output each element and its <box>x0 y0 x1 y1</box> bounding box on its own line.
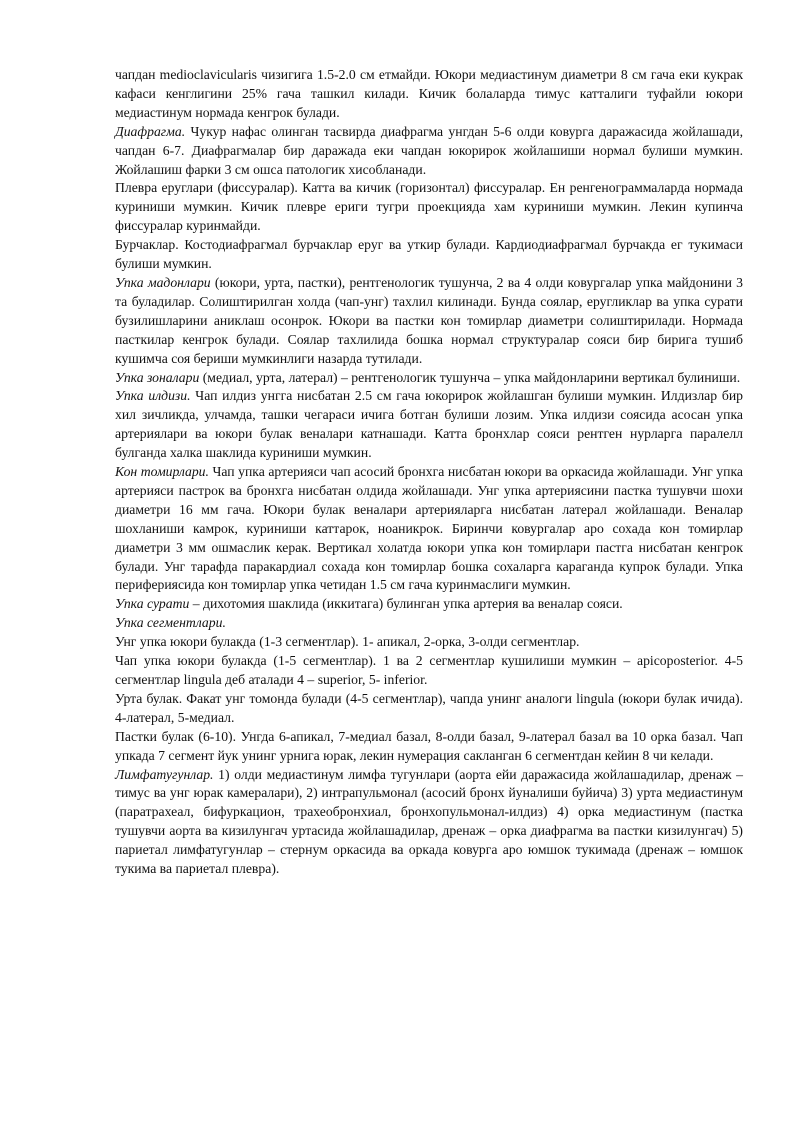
paragraph-lead: Кон томирлари. <box>115 464 209 480</box>
paragraph-text: Плевра еруглари (фиссуралар). Катта ва кичик (горизонтал) фиссуралар. Ен ренгенограммаларда нормада куриниши мумкин. Кичик плевре ериги тугри проекцияда хам куриниши мумкин. Лекин купинча фиссуралар куринмайди. <box>115 180 743 234</box>
paragraph-text: Пастки булак (6-10). Унгда 6-апикал, 7-медиал базал, 8-олди базал, 9-латерал базал ва 10 орка базал. Чап упкада 7 сегмент йук унинг урнига юрак, лекин нумерация сакланган 6 сегментдан кейин 8 чи келади. <box>115 728 743 763</box>
paragraph-vessels <box>115 463 743 595</box>
paragraph-lead: Диафрагма. <box>115 123 186 139</box>
paragraph-text: Чап упка юкори булакда (1-5 сегментлар). 1 ва 2 сегментлар кушилиши мумкин – apicoposterior. 4-5 сегментлар lingula деб аталади 4 – superior, 5- inferior. <box>115 653 743 687</box>
paragraph-lead: Упка зоналари <box>115 369 200 385</box>
paragraph-diaphragm <box>115 123 743 180</box>
paragraph-lead: Упка сурати <box>115 596 190 612</box>
paragraph-lead: Упка сегментлари. <box>115 615 226 631</box>
paragraph-lower-lobe <box>115 728 743 766</box>
paragraph-text: 1) олди медиастинум лимфа тугунлари (аорта ейи даражасида жойлашадилар, дренаж – тимус ва унг юрак камералари), 2) интрапульмонал (асосий бронх йуналиши буйича) 3) урта медиастинум (паратрахеал, бифуркацион, трахеобронхиал, бронхопульмонал-илдиз) 4) орка медиастинум (пастка тушувчи аорта ва кизилунгач уртасида жойлашадилар, дренаж – орка диафрагма ва пастки кизилунгач) 5) париетал лимфатугунлар – стернум оркасида ва оркада ковурга аро юмшок тукимада (дренаж – юмшок тукима ва париетал плевра). <box>115 766 743 877</box>
paragraph-angles <box>115 236 743 274</box>
paragraph-fissures <box>115 179 743 236</box>
paragraph-text: Бурчаклар. Костодиафрагмал бурчаклар еруг ва уткир булади. Кардиодиафрагмал бурчакда ег тукимаси булиши мумкин. <box>115 237 743 272</box>
paragraph-lead: Упка илдизи. <box>115 388 191 404</box>
paragraph-text: Чукур нафас олинган тасвирда диафрагма унгдан 5-6 олди ковурга даражасида жойлашади, чапдан 6-7. Диафрагмалар бир даражада еки чапдан юкорирок жойлашиши нормал булиши мумкин. Жойлашиш фарки 3 см ошса патологик хисобланади. <box>115 123 743 177</box>
paragraph-lung-root <box>115 387 743 463</box>
paragraph-text: – дихотомия шаклида (иккитага) булинган упка артерия ва веналар сояси. <box>189 596 623 612</box>
paragraph-text: Урта булак. Факат унг томонда булади (4-5 сегментлар), чапда унинг аналоги lingula (юкори булак ичида). 4-латерал, 5-медиал. <box>115 690 743 725</box>
paragraph-text: Чап упка артерияси чап асосий бронхга нисбатан юкори ва оркасида жойлашади. Унг упка артерияси пастрок ва бронхга нисбатан олдида жойлашади. Унг упка артериясини пастка тушувчи шохи диаметри 16 мм гача. Юкори булак веналари артерияларга нисбатан латерал жойлашади. Веналар шохланиши камрок, куриниши каттарок, ноаникрок. Биринчи ковургалар аро сохада кон томирлар диаметри 3 мм ошмаслик керак. Вертикал холатда юкори упка кон томирлари пастга нисбатан кенгрок булади. Унг тарафда паракардиал сохада кон томирлар бошка сохаларга караганда купрок булади. Упка периферияcида кон томирлар упка четидан 1.5 см гача куринмаслиги мумкин. <box>115 464 743 593</box>
paragraph-text: Чап илдиз унгга нисбатан 2.5 см гача юкорирок жойлашган булиши мумкин. Илдизлар бир хил зичликда, улчамда, ташки чегараси ичига ботган булиши лозим. Упка илдизи соясида асосан упка артериялари ва юкори булак веналари катнашади. Катта бронхлар сояси рентген нурларга паралелл булганда халка шаклида куриниши мумкин. <box>115 388 743 461</box>
paragraph-lung-zones <box>115 369 743 388</box>
paragraph-middle-lobe <box>115 690 743 728</box>
paragraph-lead: Лимфатугунлар. <box>115 766 214 782</box>
paragraph-text: чапдан medioclavicularis чизигига 1.5-2.0 см етмайди. Юкори медиастинум диаметри 8 см гача еки кукрак кафаси кенглигини 25% гача ташкил килади. Кичик болаларда тимус катталиги туфайли юкори медиастинум нормада кенгрок булади. <box>115 67 743 120</box>
paragraph-left-upper-lobe <box>115 652 743 690</box>
paragraph-text: Унг упка юкори булакда (1-3 сегментлар). 1- апикал, 2-орка, 3-олди сегментлар. <box>115 634 580 650</box>
paragraph-segments-heading <box>115 614 743 633</box>
paragraph-lead: Упка мадонлари <box>115 274 211 290</box>
paragraph-text: (юкори, урта, пастки), рентгенологик тушунча, 2 ва 4 олди ковургалар упка майдонини 3 та буладилар. Солиштирилган холда (чап-унг) тахлил килинади. Бунда соялар, еругликлар ва упка сурати бузилишларини аниклаш осонрок. Юкори ва пастки кон томирлар диаметри солиштирилади. Нормада пасткилар кенгрок булади. Соялар тахлилида бошка нормал структуралар сояси бир бирига тушиб кушимча соя бериши мумкинлиги назарда тутилади. <box>115 274 743 366</box>
paragraph-lymph-nodes <box>115 766 743 879</box>
paragraph-lung-fields <box>115 274 743 369</box>
document-page <box>115 66 743 879</box>
paragraph-text: (медиал, урта, латерал) – рентгенологик тушунча – упка майдонларини вертикал булиниши. <box>199 369 741 385</box>
paragraph-right-upper-lobe <box>115 633 743 652</box>
paragraph-lung-pattern <box>115 595 743 614</box>
paragraph-mediastinum <box>115 66 743 123</box>
